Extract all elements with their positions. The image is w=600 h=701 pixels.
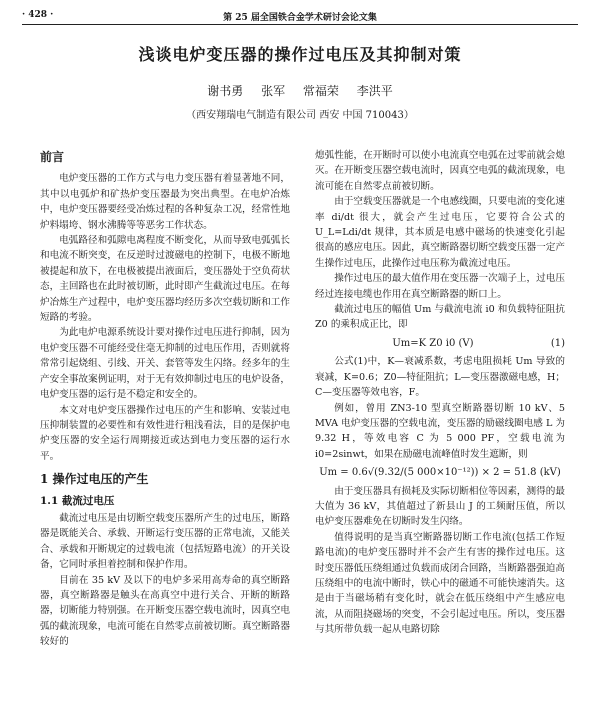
section-heading-1: 1 操作过电压的产生 (40, 472, 149, 487)
paper-title: 浅谈电炉变压器的操作过电压及其抑制对策 (138, 45, 462, 64)
authors: 谢书勇 张军 常福荣 李洪平 (207, 84, 393, 98)
paragraph: 电炉变压器的工作方式与电力变压器有着显著地不同，其中以电弧炉和矿热炉变压器最为突出典型。在电炉冶炼中，电炉变压器要经受冶炼过程的各种复杂工况，经常性地炉料塌垮、钢水沸腾等等恶劣工作状态。 (40, 173, 290, 231)
paragraph: 公式(1)中，K—衰减系数，考虑电阻损耗 Um 导致的衰减，K=0.6；Z0—特征阻抗；L—变压器激磁电感，H；C—变压器等效电容，F。 (315, 356, 565, 399)
paragraph: 目前在 35 kV 及以下的电炉多采用高寿命的真空断路器，真空断路器是触头在高真空中进行关合、开断的断路器，切断能力特别强。在开断变压器空载电流时，因真空电弧的截流现象，电流可能在自然零点前被切断。真空断路器较好的 (40, 574, 290, 648)
paragraph: 电弧路径和弧隙电离程度不断变化，从而导致电弧弧长和电流不断突变，在反逆时过渡磁电的控制下，电极不断地被提起和放下，在电极被提出液面后，变压器处于空负荷状态，主回路也在此时被切断，此时即产生截流过电压。在每炉冶炼生产过程中，电炉变压器均经历多次空载切断和工作短路的考验。 (40, 235, 290, 324)
journal-title: 第 25 届全国铁合金学术研讨会论文集 (223, 13, 377, 23)
paragraph: 截流过电压的幅值 Um 与截流电流 i0 和负载特征阻抗 Z0 的乘积成正比，即 (315, 304, 565, 331)
formula-2: Um = 0.6√(9.32/(5 000×10⁻¹²)) × 2 = 51.8 (kV) (319, 467, 561, 479)
running-header (22, 8, 578, 25)
formula-1 (315, 336, 565, 351)
right-column (315, 148, 565, 638)
paragraph: 熄弧性能，在开断时可以使小电流真空电弧在过零前就会熄灭。在开断变压器空载电流时，因真空电弧的截流现象，电流可能在自然零点前被切断。 (315, 150, 565, 192)
subsection-heading-1-1: 1.1 截流过电压 (40, 494, 115, 507)
paragraph: 操作过电压的最大值作用在变压器一次端子上，过电压经过连接电缆也作用在真空断路器的断口上。 (315, 273, 565, 300)
paragraph: 由于变压器具有损耗及实际切断相位等因素，测得的最大值为 36 kV，其值超过了新县山 J 的工频耐压值，所以电炉变压器难免在切断时发生闪络。 (315, 485, 565, 528)
affiliation: （西安翔瑞电气制造有限公司 西安 中国 710043） (186, 110, 414, 121)
page-number: · 428 · (22, 10, 54, 20)
section-heading-intro: 前言 (40, 150, 65, 164)
paragraph: 为此电炉电源系统设计要对操作过电压进行抑制，因为电炉变压器不可能经受住毫无抑制的过电压作用，否则就将常常引起烧组、引线、开关、套管等发生闪络。经多年的生产安全事故案例证明，对于无有效抑制过电压的电炉设备，电炉变压器的运行是不稳定和安全的。 (40, 327, 290, 401)
paragraph: 例如，曾用 ZN3-10 型真空断路器切断 10 kV、5 MVA 电炉变压器的空载电流，变压器的励磁线圈电感 L 为 9.32 H，等效电容 C 为 5 000 PF，空载电流为 i0=2sinwt，如果在励磁电流峰值时发生遮断，则 (315, 402, 565, 460)
paragraph: 本文对电炉变压器操作过电压的产生和影响、安装过电压抑制装置的必要性和有效性进行粗浅看法，目的是保护电炉变压器的安全运行周期接近或达到电力变压器的运行水平。 (40, 404, 290, 462)
paragraph: 由于空载变压器就是一个电感线圈，只要电流的变化速率 di/dt 很大，就会产生过电压，它要符合公式的 U_L=Ldi/dt 规律，其本质是电感中磁场的快速变化引起很高的感应电压。因此，真空断路器切断空载变压器一定产生操作过电压，此操作过电压称为截流过电压。 (315, 196, 565, 269)
paragraph: 值得说明的是当真空断路器切断工作电流(包括工作短路电流)的电炉变压器时并不会产生有害的操作过电压。这时变压器低压绕组通过负载而成闭合回路，当断路器强迫高压绕组中的电流中断时，铁心中的磁通不可能快速消失。这是由于当磁场稍有变化时，就会在低压绕组中产生感应电流，从而阻挠磁场的突变，不会引起过电压。所以，变压器与其所带负载一起从电路切除 (315, 531, 565, 636)
formula-1-number: (1) (550, 337, 565, 349)
left-column (40, 148, 290, 650)
paragraph: 截流过电压是由切断空载变压器所产生的过电压，断路器是既能关合、承载、开断运行变压器的正常电流，又能关合、承载和开断规定的过载电流（包括短路电流）的开关设备，它同时承担着控制和保护作用。 (40, 512, 290, 571)
formula-1-expression: Um=K Z0 i0 (V) (392, 337, 474, 349)
